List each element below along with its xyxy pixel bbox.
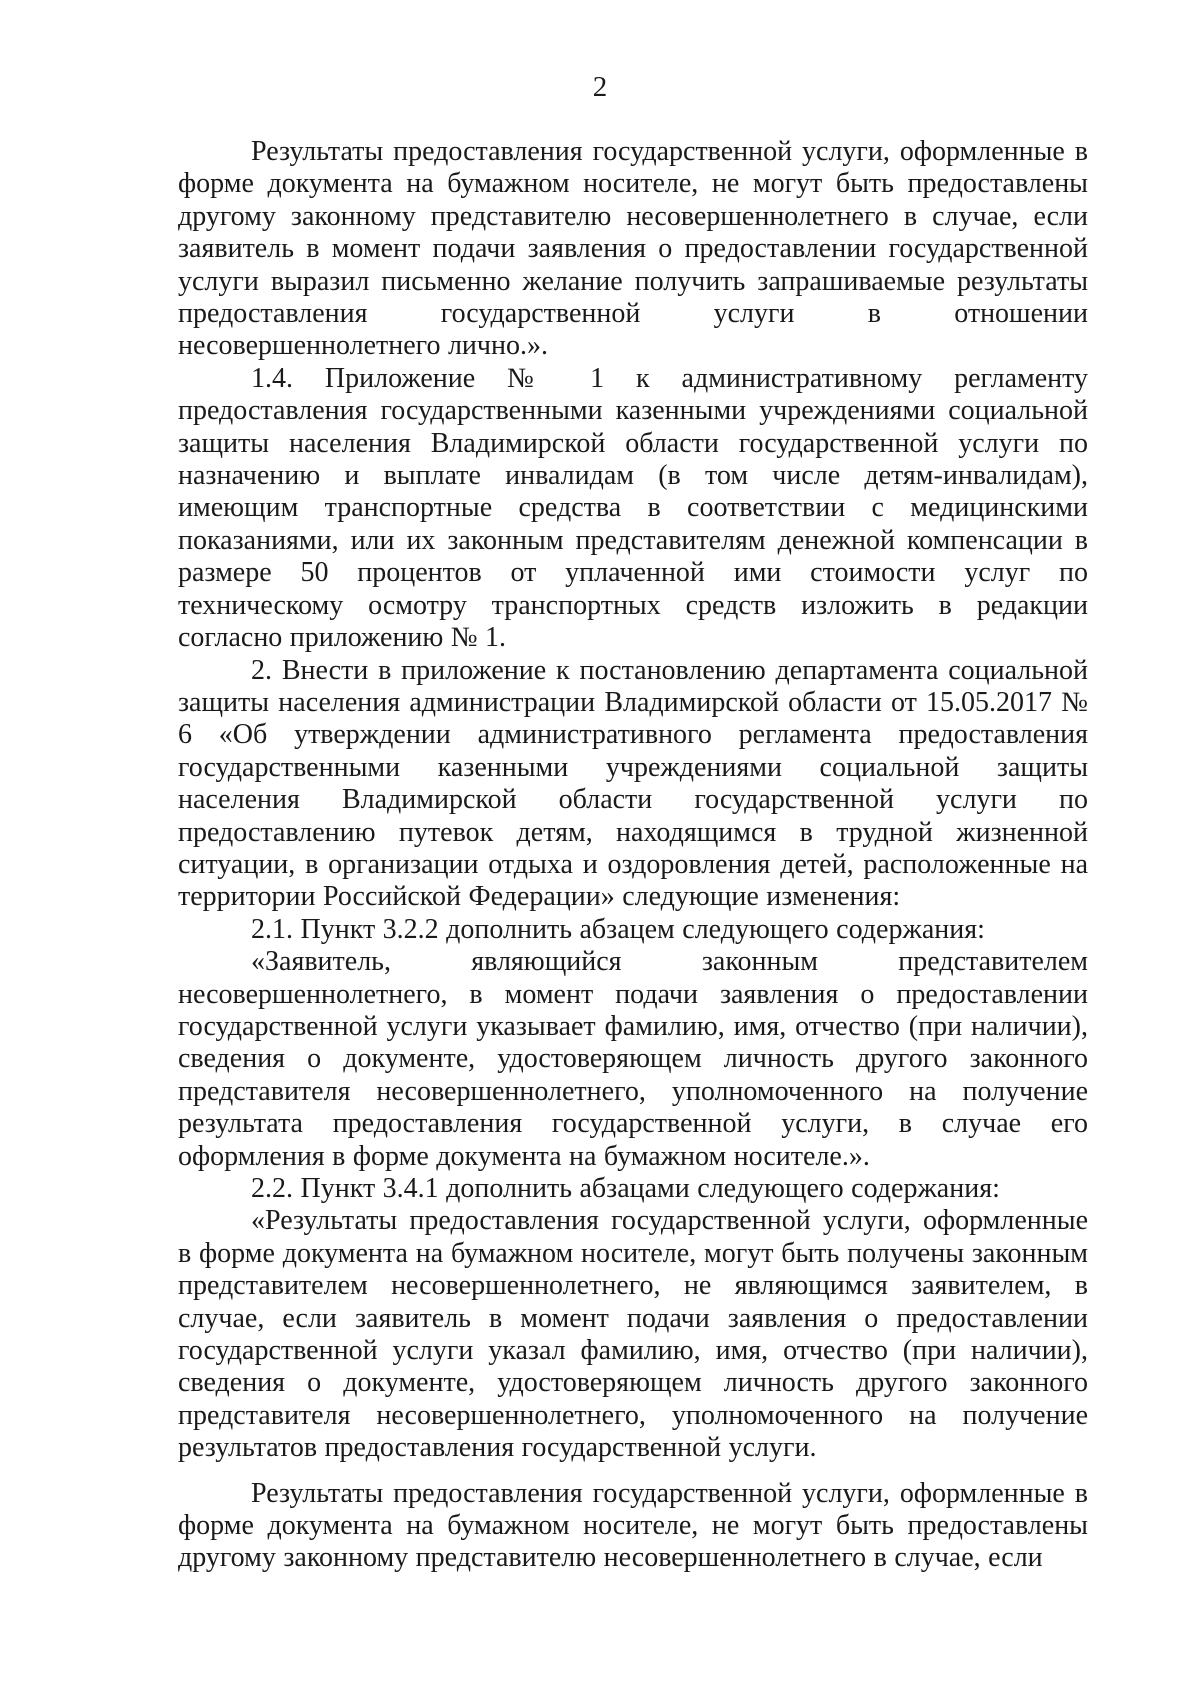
paragraph-results-may-be-received: «Результаты предоставления государственной услуги, оформленные в форме документа на бумажном носителе, могут быть получены законным представителем несовершеннолетнего, не являющимся заявителем, в случае, если заявитель в момент подачи заявления о предоставлении государственной услуги указал фамилию, имя, отчество (при наличии), сведения о документе, удостоверяющем личность другого законного представителя несовершеннолетнего, уполномоченного на получение результатов предоставления государственной услуги. <box>178 1205 1088 1464</box>
paragraph-results-not-provided-repeat: Результаты предоставления государственной услуги, оформленные в форме документа на бумажном носителе, не могут быть предоставлены другому законному представителю несовершеннолетнего в случае, если <box>178 1477 1088 1574</box>
paragraph-2-2-clause: 2.2. Пункт 3.4.1 дополнить абзацами следующего содержания: <box>251 1173 1000 1204</box>
paragraph-2-1-clause: 2.1. Пункт 3.2.2 дополнить абзацем следующего содержания: <box>251 913 985 945</box>
paragraph-results-not-provided: Результаты предоставления государственной услуги, оформленные в форме документа на бумажном носителе, не могут быть предоставлены другому законному представителю несовершеннолетнего в случае, если заявитель в момент подачи заявления о предоставлении государственной услуги выразил письменно желание получить запрашиваемые результаты предоставления государственной услуги в отношении несовершеннолетнего лично.». <box>178 136 1088 362</box>
paragraph-2-amend-appendix: 2. Внести в приложение к постановлению департамента социальной защиты населения администрации Владимирской области от 15.05.2017 № 6 «Об утверждении административного регламента предоставления государственными казенными учреждениями социальной защиты населения Владимирской области государственной услуги по предоставлению путевок детям, находящимся в трудной жизненной ситуации, в организации отдыха и оздоровления детей, расположенные на территории Российской Федерации» следующие изменения: <box>178 654 1088 913</box>
document-body <box>178 136 1088 1575</box>
paragraph-applicant-quote: «Заявитель, являющийся законным представителем несовершеннолетнего, в момент подачи заявления о предоставлении государственной услуги указывает фамилию, имя, отчество (при наличии), сведения о документе, удостоверяющем личность другого законного представителя несовершеннолетнего, уполномоченного на получение результата предоставления государственной услуги, в случае его оформления в форме документа на бумажном носителе.». <box>178 946 1088 1172</box>
paragraph-1-4-appendix: 1.4. Приложение № 1 к административному регламенту предоставления государственными казенными учреждениями социальной защиты населения Владимирской области государственной услуги по назначению и выплате инвалидам (в том числе детям-инвалидам), имеющим транспортные средства в соответствии с медицинскими показаниями, или их законным представителям денежной компенсации в размере 50 процентов от уплаченной ими стоимости услуг по техническому осмотру транспортных средств изложить в редакции согласно приложению № 1. <box>178 362 1088 654</box>
page-number: 2 <box>592 71 608 103</box>
